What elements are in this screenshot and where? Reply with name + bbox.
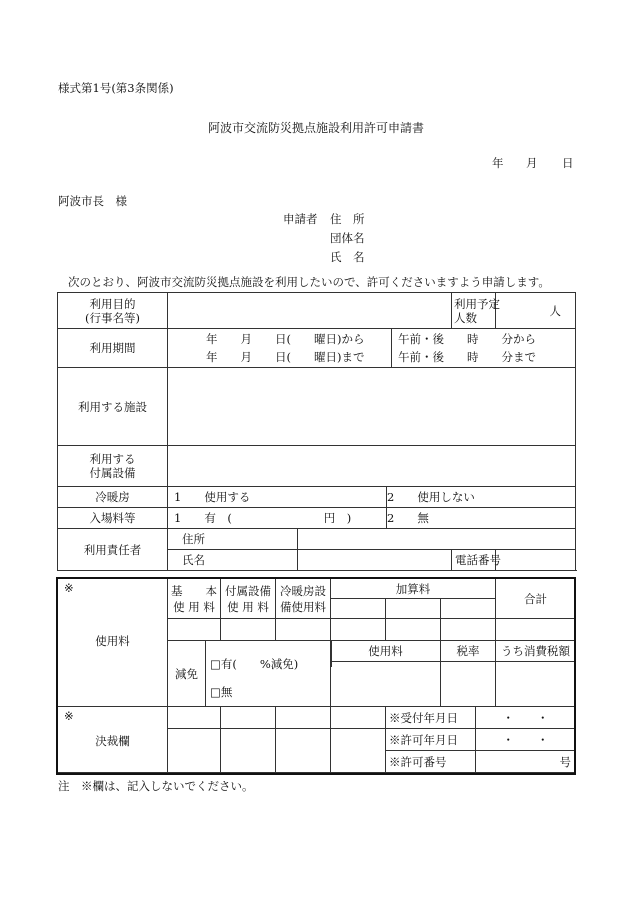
- permit-number-label: ※許可番号: [386, 751, 476, 773]
- office-use-table: [57, 578, 576, 773]
- equipment-fee-value[interactable]: [221, 619, 276, 641]
- page-title: 阿波市交流防災拠点施設利用許可申請書: [208, 121, 425, 135]
- responsible-address-label: 住所: [168, 529, 298, 550]
- approval-box-4[interactable]: [331, 707, 386, 729]
- applicant-address-label: 住 所: [330, 212, 365, 226]
- received-date-field[interactable]: ・ ・: [476, 707, 576, 729]
- decision-label: 決裁欄: [95, 734, 130, 748]
- approval-box-2[interactable]: [221, 707, 276, 729]
- fee-column-header: 使用料: [331, 641, 441, 662]
- reduction-yes-checkbox[interactable]: □有( %減免): [210, 657, 299, 671]
- reduced-fee-value[interactable]: [331, 661, 441, 706]
- permit-number-field[interactable]: 号: [476, 751, 576, 773]
- equipment-field[interactable]: [168, 446, 576, 487]
- purpose-field[interactable]: [168, 293, 452, 329]
- hvac-label: 冷暖房: [58, 487, 168, 508]
- basic-fee-header: 基 本 使 用 料: [168, 579, 221, 619]
- entry-fee-option-yes[interactable]: 1 有 ( 円 ): [168, 508, 387, 529]
- reduction-label: 減免: [168, 641, 206, 707]
- hvac-fee-value[interactable]: [276, 619, 331, 641]
- permit-date-label: ※許可年月日: [386, 729, 476, 751]
- responsible-label: 利用責任者: [58, 529, 168, 571]
- hvac-option-use[interactable]: 1 使用する: [168, 487, 387, 508]
- received-date-label: ※受付年月日: [386, 707, 476, 729]
- usage-fee-cell: [58, 579, 168, 707]
- reduction-options[interactable]: [206, 641, 331, 707]
- responsible-address-field[interactable]: [298, 529, 576, 550]
- facility-field[interactable]: [168, 368, 576, 446]
- applicant-name-label: 氏 名: [330, 250, 365, 264]
- facility-label: 利用する施設: [58, 368, 168, 446]
- decision-mark: ※: [64, 709, 74, 723]
- tax-rate-value[interactable]: [441, 661, 496, 706]
- basic-fee-value[interactable]: [168, 619, 221, 641]
- hvac-fee-header: 冷暖房設 備使用料: [276, 579, 331, 619]
- phone-field[interactable]: [496, 550, 576, 571]
- people-field[interactable]: 人: [496, 293, 576, 329]
- entry-fee-label: 入場料等: [58, 508, 168, 529]
- applicant-group-label: 団体名: [330, 231, 365, 245]
- footnote: 注 ※欄は、記入しないでください。: [58, 779, 254, 793]
- total-value[interactable]: [496, 619, 576, 641]
- approval-box-1[interactable]: [168, 707, 221, 729]
- application-table: [57, 292, 576, 571]
- period-time-field[interactable]: 午前・後 時 分から 午前・後 時 分まで: [392, 329, 576, 368]
- addressee: 阿波市長 様: [58, 194, 127, 208]
- date-month: 月: [526, 156, 538, 170]
- permit-date-field[interactable]: ・ ・: [476, 729, 576, 751]
- surcharge-header: 加算料: [331, 579, 496, 599]
- entry-fee-option-no[interactable]: 2 無: [387, 508, 576, 529]
- date-day: 日: [562, 156, 574, 170]
- office-mark: ※: [64, 581, 74, 595]
- period-label: 利用期間: [58, 329, 168, 368]
- equipment-fee-header: 付属設備 使 用 料: [221, 579, 276, 619]
- hvac-option-nouse[interactable]: 2 使用しない: [387, 487, 576, 508]
- tax-amount-value[interactable]: [496, 661, 576, 706]
- period-date-field[interactable]: 年 月 日( 曜日)から 年 月 日( 曜日)まで: [168, 329, 392, 368]
- intro-text: 次のとおり、阿波市交流防災拠点施設を利用したいので、許可くださいますよう申請します。: [68, 275, 550, 289]
- decision-cell: [58, 707, 168, 773]
- purpose-label: 利用目的 (行事名等): [58, 293, 168, 329]
- responsible-name-label: 氏名: [168, 550, 298, 571]
- equipment-label: 利用する 付属設備: [58, 446, 168, 487]
- responsible-name-field[interactable]: [298, 550, 452, 571]
- tax-included-header: うち消費税額: [496, 641, 576, 662]
- usage-fee-label: 使用料: [95, 634, 130, 648]
- phone-label: 電話番号: [452, 550, 496, 571]
- reduction-no-checkbox[interactable]: □無: [210, 685, 233, 699]
- date-year: 年: [492, 156, 504, 170]
- form-number: 様式第1号(第3条関係): [58, 81, 174, 95]
- people-label: 利用予定 人数: [452, 293, 496, 329]
- applicant-label: 申請者: [283, 212, 318, 226]
- tax-rate-header: 税率: [441, 641, 496, 662]
- approval-box-3[interactable]: [276, 707, 331, 729]
- total-header: 合計: [496, 579, 576, 619]
